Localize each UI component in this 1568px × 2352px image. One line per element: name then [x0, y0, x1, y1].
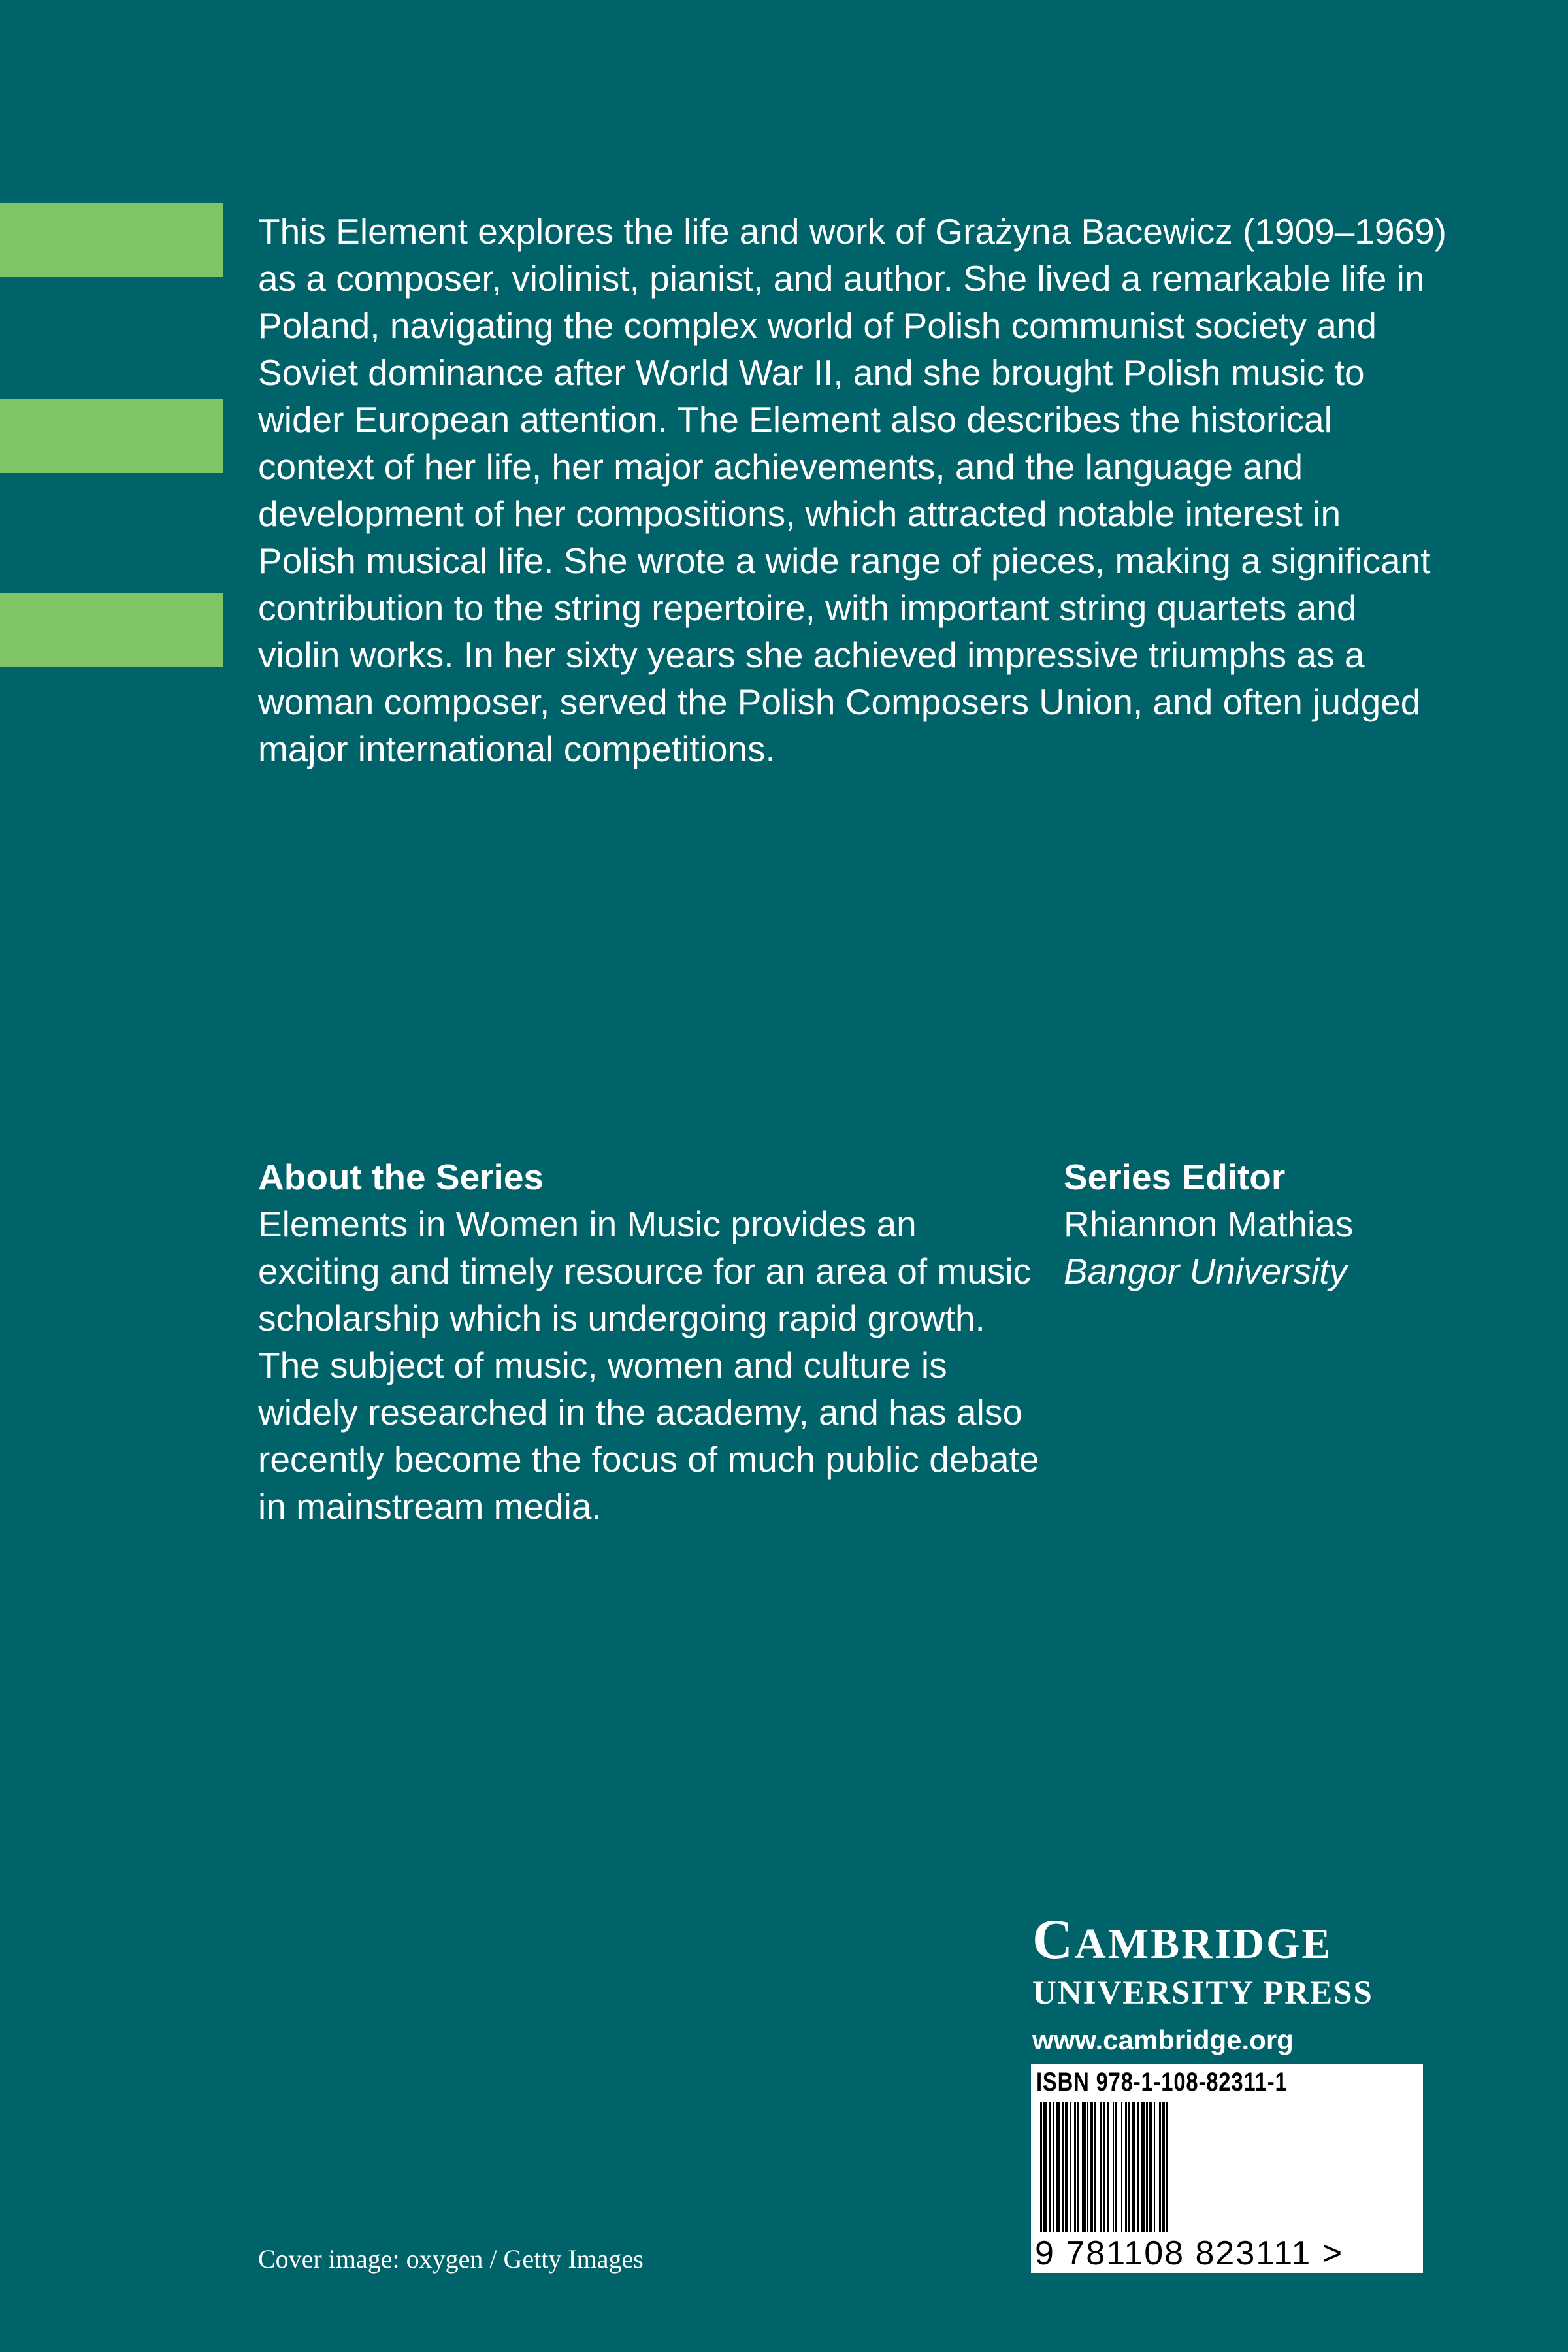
barcode-bar	[1040, 2102, 1042, 2232]
about-series-text: Elements in Women in Music provides an exciting and timely resource for an area of music scholarship which is undergoing rapid growth. The subject of music, women and culture is widely researched in the academy, and has also recently become the focus of much public debate in mainstream media.	[258, 1204, 1039, 1527]
barcode-bars	[1040, 2102, 1414, 2232]
publisher-url: www.cambridge.org	[1032, 2025, 1294, 2055]
barcode-bar	[1077, 2102, 1079, 2232]
barcode-bar	[1070, 2102, 1071, 2232]
isbn-label: ISBN 978-1-108-82311-1	[1036, 2068, 1288, 2096]
barcode-bar	[1146, 2102, 1148, 2232]
accent-bar-2	[0, 399, 223, 473]
publisher-logo	[1032, 1910, 1424, 2057]
accent-bar-3	[0, 593, 223, 667]
about-series-heading: About the Series	[258, 1157, 544, 1197]
barcode-bar	[1162, 2102, 1165, 2232]
barcode-bar	[1137, 2102, 1139, 2232]
barcode-bar	[1094, 2102, 1096, 2232]
barcode-bar	[1154, 2102, 1155, 2232]
barcode-bar	[1132, 2102, 1135, 2232]
publisher-name	[1032, 1910, 1424, 1974]
barcode-bar	[1074, 2102, 1076, 2232]
barcode-digits: 9 781108 823111 >	[1035, 2234, 1344, 2272]
barcode-bar	[1056, 2102, 1060, 2232]
cover-image-credit: Cover image: oxygen / Getty Images	[258, 2244, 644, 2274]
publisher-subtitle: UNIVERSITY PRESS	[1032, 1975, 1373, 2012]
series-editor-name: Rhiannon Mathias	[1064, 1204, 1354, 1244]
barcode-bar	[1053, 2102, 1054, 2232]
barcode-bar	[1121, 2102, 1122, 2232]
barcode-bar	[1043, 2102, 1047, 2232]
barcode-bar	[1125, 2102, 1127, 2232]
barcode-bar	[1065, 2102, 1068, 2232]
isbn-barcode	[1031, 2064, 1423, 2273]
barcode-bar	[1107, 2102, 1109, 2232]
barcode-bar	[1128, 2102, 1130, 2232]
barcode-bar	[1103, 2102, 1105, 2232]
barcode-bar	[1090, 2102, 1093, 2232]
barcode-bar	[1087, 2102, 1088, 2232]
barcode-bar	[1166, 2102, 1168, 2232]
barcode-bar	[1062, 2102, 1064, 2232]
barcode-bar	[1049, 2102, 1051, 2232]
barcode-bar	[1082, 2102, 1086, 2232]
barcode-bar	[1113, 2102, 1114, 2232]
series-editor-affiliation: Bangor University	[1064, 1251, 1348, 1291]
barcode-bar	[1100, 2102, 1102, 2232]
barcode-bar	[1159, 2102, 1161, 2232]
book-blurb: This Element explores the life and work of Grażyna Bacewicz (1909–1969) as a composer, violinist, pianist, and author. She lived a remarkable life in Poland, navigating the complex world of Polish communist society and Soviet dominance after World War II, and she brought Polish music to wider European attention. The Element also describes the historical context of her life, her major achievements, and the language and development of her compositions, which attracted notable interest in Polish musical life. She wrote a wide range of pieces, making a significant contribution to the string repertoire, with important string quartets and violin works. In her sixty years she achieved impressive triumphs as a woman composer, served the Polish Composers Union, and often judged major international competitions.	[258, 211, 1446, 769]
barcode-bar	[1115, 2102, 1117, 2232]
series-editor-heading: Series Editor	[1064, 1157, 1286, 1197]
barcode-bar	[1141, 2102, 1145, 2232]
accent-bar-1	[0, 203, 223, 277]
publisher-name-rest: AMBRIDGE	[1075, 1920, 1333, 1968]
publisher-name-initial: C	[1032, 1908, 1075, 1970]
barcode-bar	[1149, 2102, 1152, 2232]
